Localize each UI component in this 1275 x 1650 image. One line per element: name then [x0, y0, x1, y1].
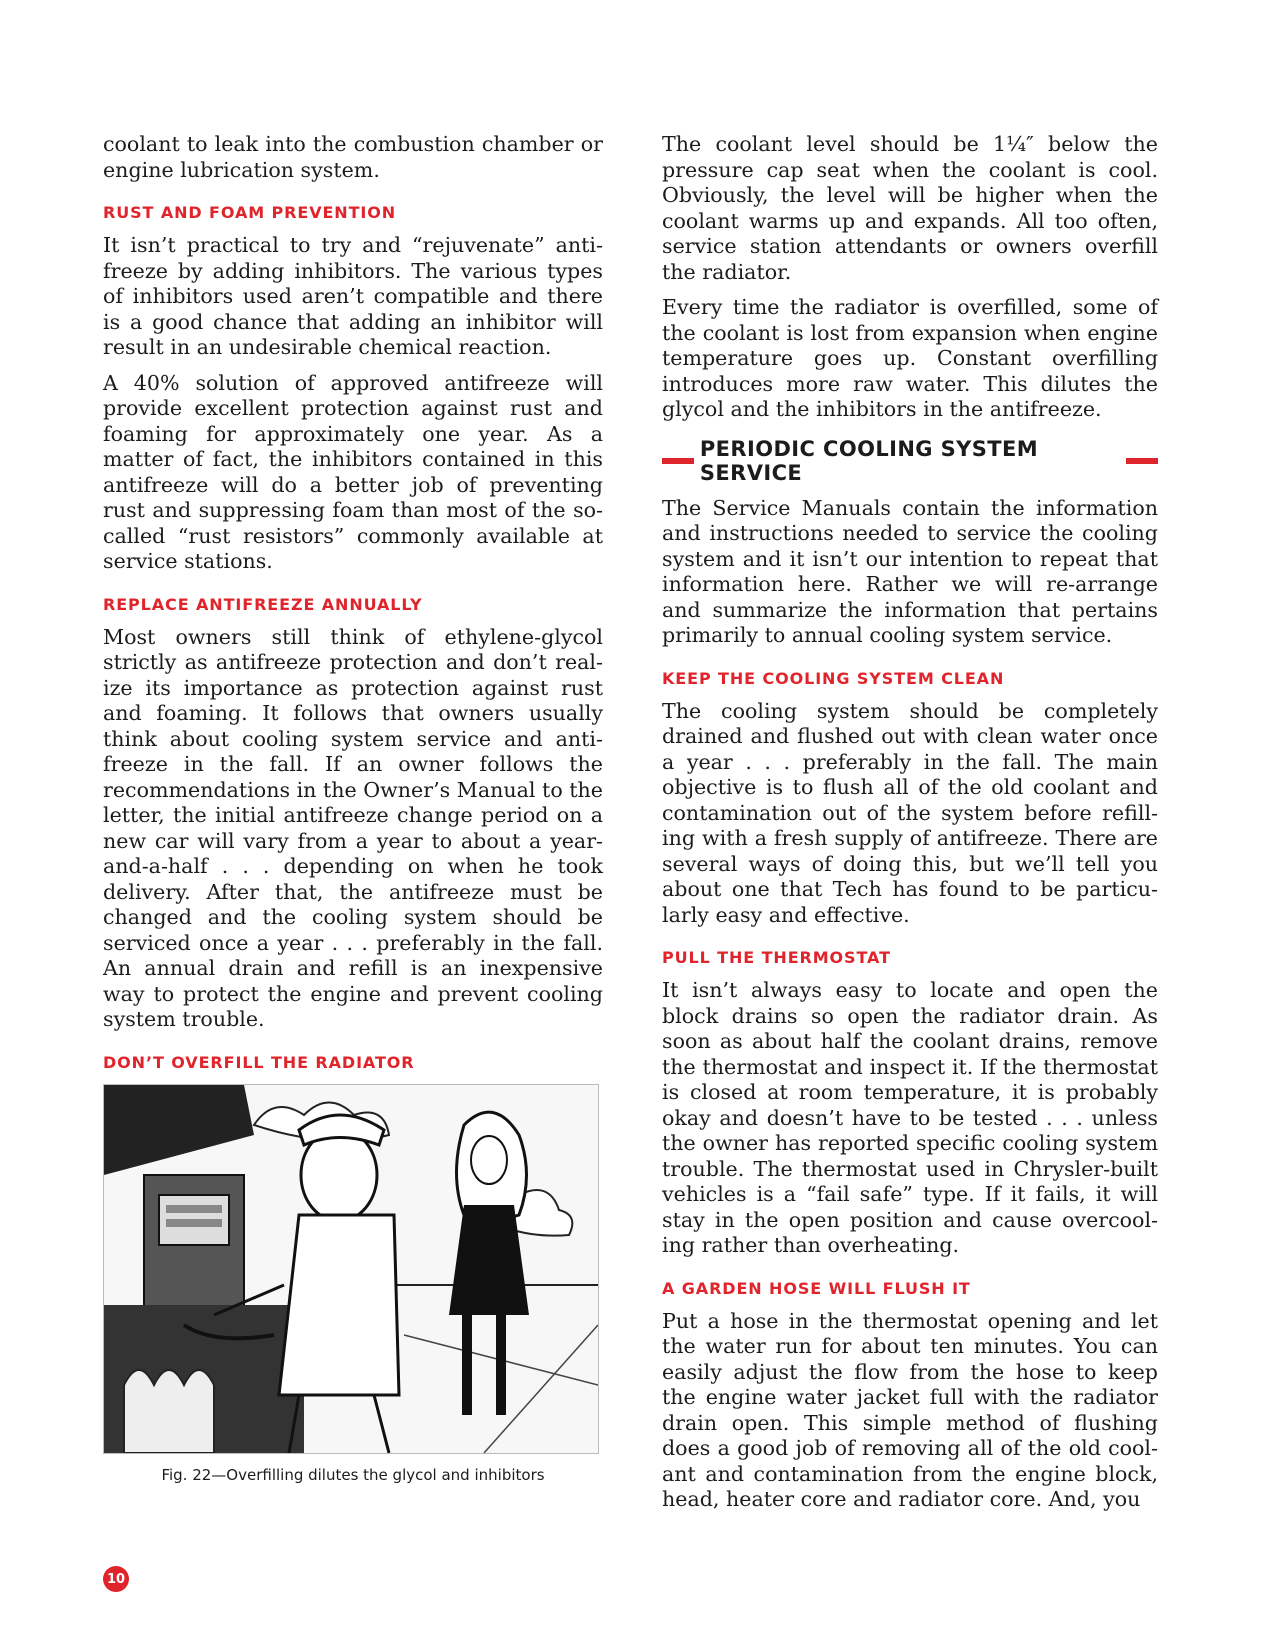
heading-bar-left: [662, 458, 694, 464]
paragraph-ethylene-glycol: Most owners still think of ethylene-glycol strictly as antifreeze protection and don’t realize its importance as protection against rust and foaming. It follows that owners usually think about cooling system service and antifreeze in the fall. If an owner follows the recommendations in the Owner’s Manual to the letter, the initial antifreeze change period on a new car will vary from a year to about a year-and-a-half . . . depending on when he took delivery. After that, the antifreeze must be changed and the cooling system should be serviced once a year . . . preferably in the fall. An annual drain and refill is an inexpensive way to protect the engine and prevent cooling system trouble.: [103, 624, 603, 1031]
paragraph-rejuvenate: It isn’t practical to try and “rejuvenate” antifreeze by adding inhibitors. The various types of inhibitors used aren’t compatible and there is a good chance that adding an inhibitor will result in an undesirable chemical reaction.: [103, 233, 603, 359]
heading-replace-annually: REPLACE ANTIFREEZE ANNUALLY: [103, 594, 423, 614]
heading-garden-hose: A GARDEN HOSE WILL FLUSH IT: [662, 1278, 971, 1298]
figure-caption: Fig. 22—Overfilling dilutes the glycol and inhibitors: [161, 1465, 545, 1484]
paragraph-service-manuals: The Service Manuals contain the information and instructions needed to service the cooling system and it isn’t our intention to repeat that information here. Rather we will re-arrange and summarize the information that pertains primarily to annual cooling system service.: [662, 495, 1158, 647]
cartoon-illustration: [103, 1084, 599, 1454]
figure-22: [103, 1084, 603, 1484]
paragraph-40-percent: A 40% solution of approved antifreeze will provide excellent protection against rust and foaming for approximately one year. As a matter of fact, the inhibitors contained in this antifreeze will do a better job of preventing rust and suppressing foam than most of the so-called “rust resistors” commonly available at service stations.: [103, 370, 603, 573]
left-column: [103, 132, 603, 1484]
heading-keep-clean: KEEP THE COOLING SYSTEM CLEAN: [662, 668, 1005, 688]
heading-dont-overfill: DON’T OVERFILL THE RADIATOR: [103, 1052, 415, 1072]
page-number-badge: 10: [103, 1566, 129, 1592]
paragraph-drained-flushed: The cooling system should be completely drained and flushed out with clean water once a year . . . preferably in the fall. The main objective is to flush all of the old coolant and contamination out of the system before refilling with a fresh supply of antifreeze. There are several ways of doing this, but we’ll tell you about one that Tech has found to be particularly easy and effective.: [662, 698, 1158, 927]
heading-periodic-service: [662, 437, 1158, 485]
paragraph-hose-flush: Put a hose in the thermostat opening and let the water run for about ten minutes. You can easily adjust the flow from the hose to keep the engine water jacket full with the radiator drain open. This simple method of flushing does a good job of removing all of the old coolant and contamination from the engine block, head, heater core and radiator core. And, you: [662, 1308, 1158, 1511]
paragraph-thermostat: It isn’t always easy to locate and open the block drains so open the radiator drain. As soon as about half the coolant drains, remove the thermostat and inspect it. If the thermostat is closed at room temperature, it is probably okay and doesn’t have to be tested . . . unless the owner has reported specific cooling system trouble. The thermostat used in Chrysler-built vehicles is a “fail safe” type. If it fails, it will stay in the open position and cause overcooling rather than overheating.: [662, 978, 1158, 1257]
paragraph-coolant-level: The coolant level should be 1¼″ below the pressure cap seat when the coolant is cool. Obviously, the level will be higher when the coolant warms up and expands. All too often, service station attendants or owners overfill the radiator.: [662, 132, 1158, 284]
paragraph-overfilled: Every time the radiator is overfilled, some of the coolant is lost from expansion when engine temperature goes up. Constant overfilling introduces more raw water. This dilutes the glycol and the inhibitors in the antifreeze.: [662, 295, 1158, 421]
heading-bar-right: [1126, 458, 1158, 464]
heading-pull-thermostat: PULL THE THERMOSTAT: [662, 948, 891, 967]
heading-periodic-label: PERIODIC COOLING SYSTEM SERVICE: [699, 436, 1039, 485]
paragraph-coolant-leak: coolant to leak into the combustion chamber or engine lubrication system.: [103, 132, 603, 182]
heading-rust-foam: RUST AND FOAM PREVENTION: [103, 203, 397, 222]
right-column: [662, 132, 1158, 1523]
